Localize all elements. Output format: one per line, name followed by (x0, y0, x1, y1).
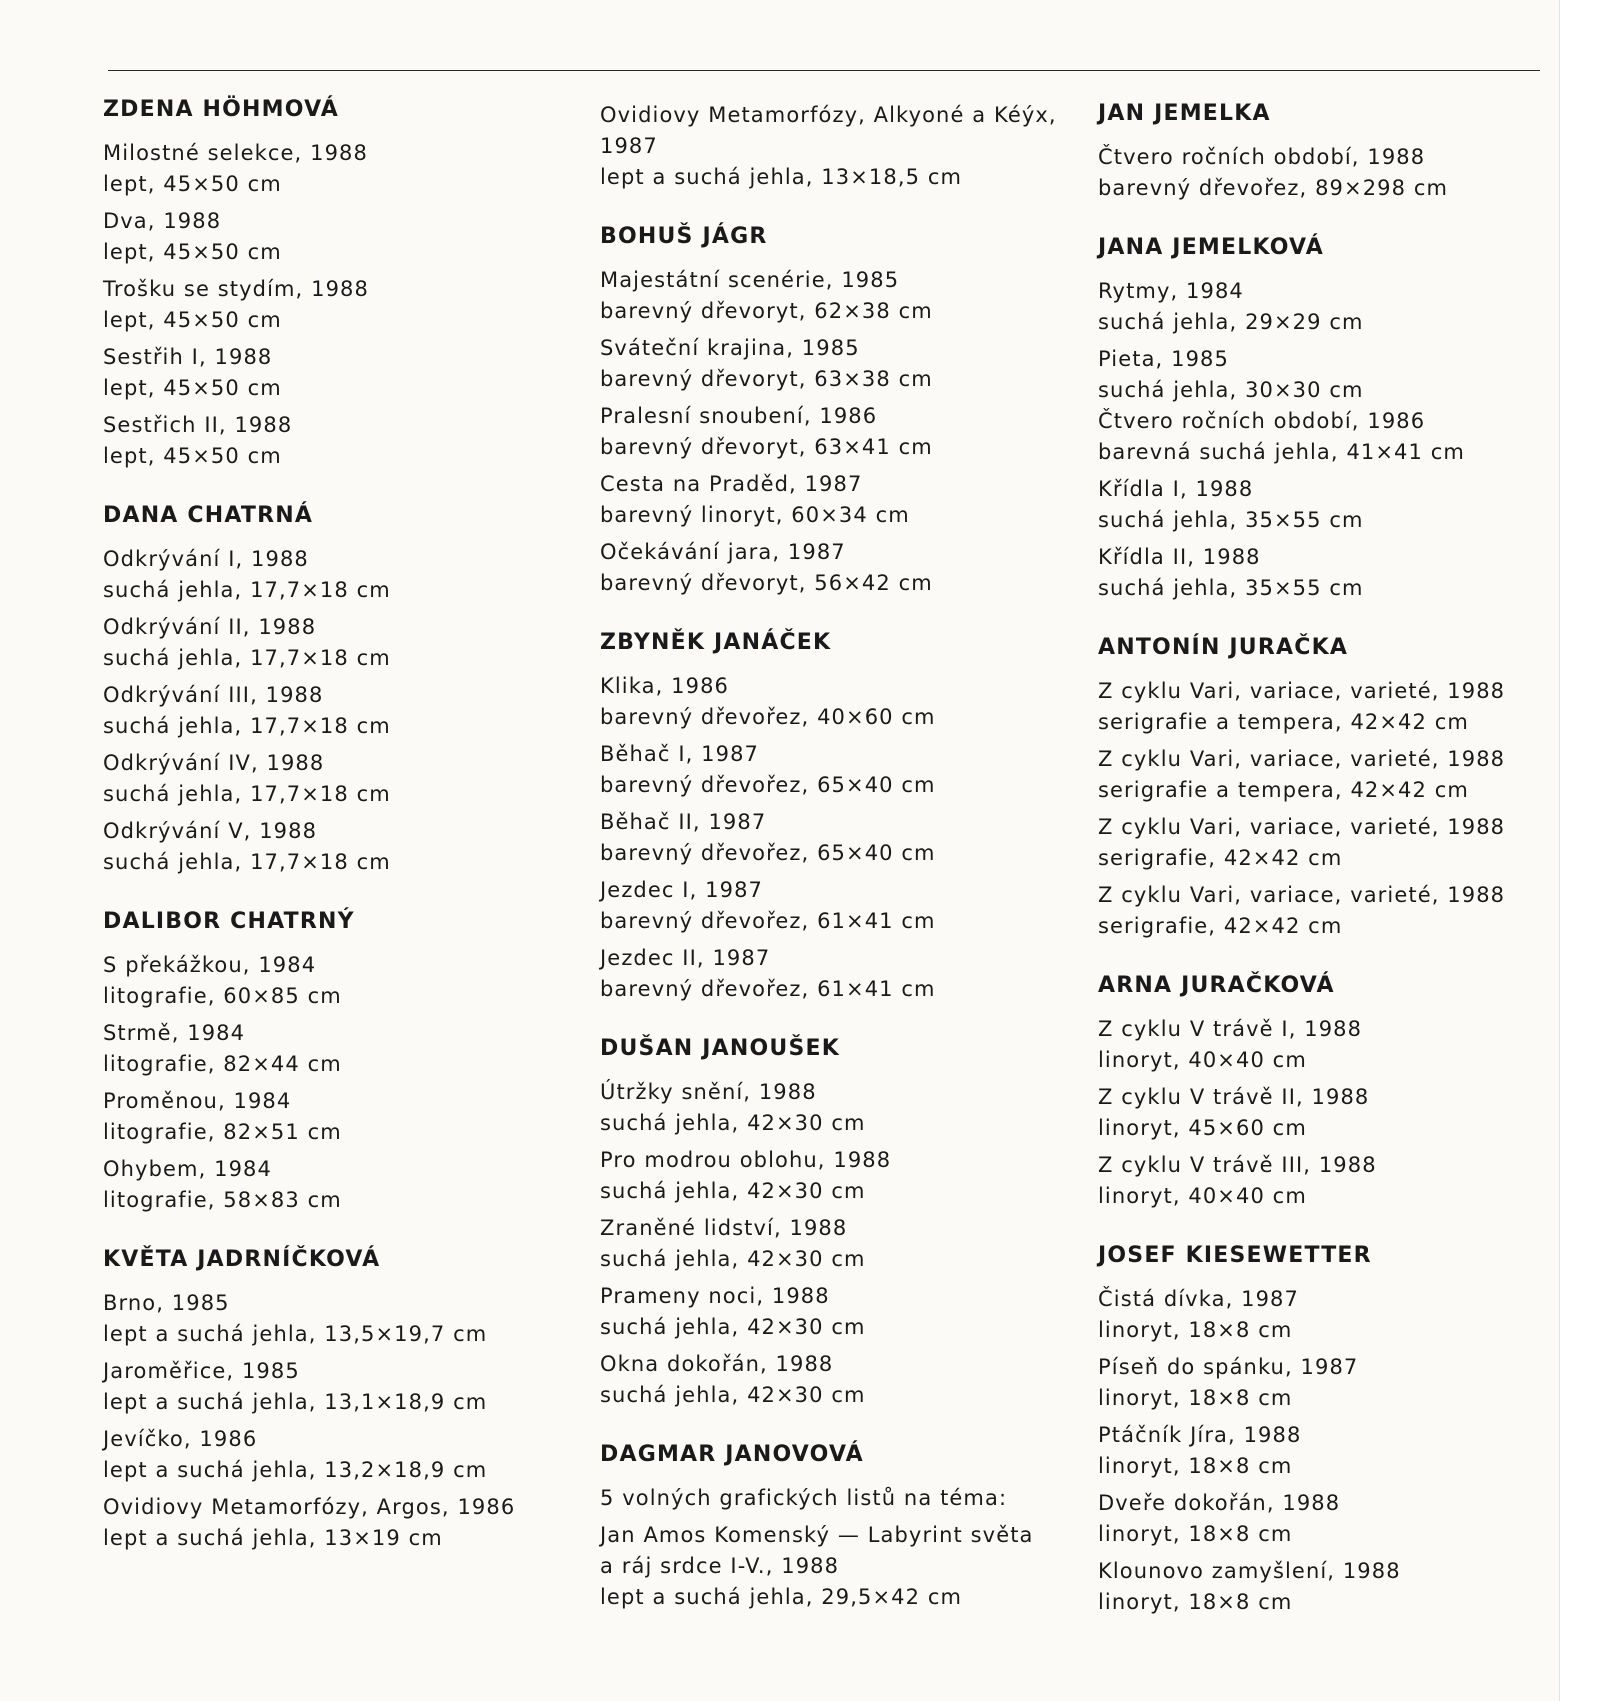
artwork-detail: suchá jehla, 42×30 cm (600, 1383, 866, 1407)
artwork-entry (103, 1154, 573, 1216)
artist-section (1098, 234, 1568, 604)
artwork-entry (103, 1288, 573, 1350)
artist-section (103, 1246, 573, 1554)
artwork-title: Odkrývání I, 1988 (103, 547, 309, 571)
artwork-entry (103, 1086, 573, 1148)
artwork-entry (1098, 344, 1568, 468)
artwork-entry (103, 1356, 573, 1418)
artwork-title: Křídla I, 1988 (1098, 477, 1254, 501)
artwork-title: Pro modrou oblohu, 1988 (600, 1148, 892, 1172)
artwork-detail: suchá jehla, 42×30 cm (600, 1179, 866, 1203)
artwork-title: Klika, 1986 (600, 674, 729, 698)
artwork-detail: barevný dřevořez, 65×40 cm (600, 841, 936, 865)
artwork-detail: linoryt, 45×60 cm (1098, 1116, 1307, 1140)
artwork-entry (600, 1483, 1070, 1514)
artwork-entry (1098, 1352, 1568, 1414)
artwork-title: Odkrývání III, 1988 (103, 683, 324, 707)
artwork-title: Milostné selekce, 1988 (103, 141, 368, 165)
artwork-detail: serigrafie a tempera, 42×42 cm (1098, 778, 1469, 802)
artwork-title: Z cyklu Vari, variace, varieté, 1988 (1098, 747, 1506, 771)
artwork-detail: lept a suchá jehla, 13×19 cm (103, 1526, 443, 1550)
artwork-entry (600, 1349, 1070, 1411)
artwork-entry (103, 544, 573, 606)
artwork-title: Pieta, 1985 (1098, 347, 1229, 371)
artwork-entry (600, 943, 1070, 1005)
artwork-entry (1098, 1284, 1568, 1346)
artwork-detail: a ráj srdce I-V., 1988 (600, 1554, 840, 1578)
artwork-detail: litografie, 60×85 cm (103, 984, 342, 1008)
artwork-detail: linoryt, 18×8 cm (1098, 1590, 1293, 1614)
artwork-title: Křídla II, 1988 (1098, 545, 1261, 569)
artwork-title: Z cyklu Vari, variace, varieté, 1988 (1098, 815, 1506, 839)
artwork-entry (1098, 1488, 1568, 1550)
artwork-entry (1098, 1082, 1568, 1144)
artwork-entry (600, 875, 1070, 937)
artwork-detail: litografie, 82×51 cm (103, 1120, 342, 1144)
artwork-entry (600, 671, 1070, 733)
artwork-title: Z cyklu V trávě I, 1988 (1098, 1017, 1363, 1041)
artist-section (103, 96, 573, 472)
artwork-title: Prameny noci, 1988 (600, 1284, 830, 1308)
artwork-title: Čistá dívka, 1987 (1098, 1287, 1299, 1311)
artwork-title: Brno, 1985 (103, 1291, 230, 1315)
artwork-title: Z cyklu Vari, variace, varieté, 1988 (1098, 679, 1506, 703)
artist-section (1098, 1242, 1568, 1618)
artist-name: JOSEF KIESEWETTER (1098, 1243, 1372, 1268)
artist-section (1098, 972, 1568, 1212)
artist-name: DANA CHATRNÁ (103, 503, 314, 528)
artwork-title: Běhač II, 1987 (600, 810, 767, 834)
artwork-title: Běhač I, 1987 (600, 742, 760, 766)
artwork-detail: linoryt, 40×40 cm (1098, 1048, 1307, 1072)
artwork-detail: linoryt, 18×8 cm (1098, 1318, 1293, 1342)
artist-section (103, 908, 573, 1216)
artwork-detail: suchá jehla, 35×55 cm (1098, 508, 1364, 532)
artwork-entry (600, 401, 1070, 463)
artwork-entry (600, 1520, 1070, 1613)
artwork-title: Zraněné lidství, 1988 (600, 1216, 848, 1240)
artwork-detail: linoryt, 18×8 cm (1098, 1522, 1293, 1546)
artwork-detail: barevná suchá jehla, 41×41 cm (1098, 440, 1465, 464)
artwork-entry (103, 680, 573, 742)
artist-name: DALIBOR CHATRNÝ (103, 909, 355, 934)
artwork-title: Píseň do spánku, 1987 (1098, 1355, 1359, 1379)
artwork-entry (103, 1492, 573, 1554)
artwork-entry (600, 537, 1070, 599)
artwork-detail: suchá jehla, 17,7×18 cm (103, 714, 391, 738)
artwork-title: Jevíčko, 1986 (103, 1427, 258, 1451)
artist-section (600, 1035, 1070, 1411)
artwork-entry (600, 1077, 1070, 1139)
artwork-title: Ohybem, 1984 (103, 1157, 272, 1181)
artwork-detail: lept a suchá jehla, 13,5×19,7 cm (103, 1322, 488, 1346)
artwork-entry (600, 739, 1070, 801)
artwork-detail: barevný dřevořez, 89×298 cm (1098, 176, 1449, 200)
artwork-detail: suchá jehla, 35×55 cm (1098, 576, 1364, 600)
artwork-entry (103, 1018, 573, 1080)
artwork-detail: barevný linoryt, 60×34 cm (600, 503, 910, 527)
artwork-title: Z cyklu V trávě II, 1988 (1098, 1085, 1370, 1109)
artist-section (103, 502, 573, 878)
artwork-title: Sestřih I, 1988 (103, 345, 273, 369)
artwork-title: Dva, 1988 (103, 209, 222, 233)
artwork-detail: barevný dřevořez, 61×41 cm (600, 977, 936, 1001)
top-rule (108, 70, 1540, 71)
artwork-title: Očekávání jara, 1987 (600, 540, 846, 564)
artwork-entry (600, 100, 1070, 193)
artwork-detail: lept, 45×50 cm (103, 444, 282, 468)
artwork-detail: linoryt, 40×40 cm (1098, 1184, 1307, 1208)
artwork-entry (1098, 474, 1568, 536)
artwork-entry (1098, 812, 1568, 874)
artwork-detail: serigrafie, 42×42 cm (1098, 846, 1343, 870)
artwork-title: Ovidiovy Metamorfózy, Alkyoné a Kéýx, (600, 103, 1057, 127)
artwork-entry (1098, 542, 1568, 604)
artwork-entry (103, 410, 573, 472)
artwork-entry (1098, 276, 1568, 338)
artwork-title: Majestátní scenérie, 1985 (600, 268, 900, 292)
artwork-title: Ovidiovy Metamorfózy, Argos, 1986 (103, 1495, 516, 1519)
artwork-detail: barevný dřevoryt, 63×38 cm (600, 367, 933, 391)
artwork-entry (1098, 676, 1568, 738)
artwork-detail: suchá jehla, 30×30 cm (1098, 378, 1364, 402)
artwork-entry (600, 1213, 1070, 1275)
artwork-entry (103, 1424, 573, 1486)
artwork-detail: suchá jehla, 29×29 cm (1098, 310, 1364, 334)
catalog-column-3 (1098, 100, 1568, 1648)
artwork-entry (1098, 1556, 1568, 1618)
artwork-detail: lept, 45×50 cm (103, 308, 282, 332)
artwork-title: Strmě, 1984 (103, 1021, 246, 1045)
artwork-title: Čtvero ročních období, 1988 (1098, 145, 1426, 169)
artist-section (1098, 634, 1568, 942)
artist-name: JAN JEMELKA (1098, 101, 1271, 126)
artwork-detail: suchá jehla, 42×30 cm (600, 1247, 866, 1271)
artwork-entry (103, 342, 573, 404)
artwork-title: Jaroměřice, 1985 (103, 1359, 300, 1383)
artwork-title: S překážkou, 1984 (103, 953, 317, 977)
artwork-entry (1098, 1420, 1568, 1482)
artist-name: DUŠAN JANOUŠEK (600, 1036, 840, 1061)
artwork-title: Odkrývání IV, 1988 (103, 751, 325, 775)
artwork-detail: lept, 45×50 cm (103, 240, 282, 264)
artwork-detail: lept a suchá jehla, 29,5×42 cm (600, 1585, 963, 1609)
artwork-title: Jezdec II, 1987 (600, 946, 771, 970)
artwork-detail: suchá jehla, 17,7×18 cm (103, 646, 391, 670)
artwork-entry (600, 265, 1070, 327)
artwork-detail: suchá jehla, 17,7×18 cm (103, 578, 391, 602)
artwork-detail: suchá jehla, 17,7×18 cm (103, 850, 391, 874)
artist-name: DAGMAR JANOVOVÁ (600, 1442, 864, 1467)
artwork-entry (1098, 1014, 1568, 1076)
artwork-detail: suchá jehla, 42×30 cm (600, 1111, 866, 1135)
artwork-entry (1098, 1150, 1568, 1212)
artwork-entry (103, 748, 573, 810)
artwork-title: Z cyklu Vari, variace, varieté, 1988 (1098, 883, 1506, 907)
artwork-title: Pralesní snoubení, 1986 (600, 404, 878, 428)
artwork-detail: linoryt, 18×8 cm (1098, 1454, 1293, 1478)
artwork-title: 5 volných grafických listů na téma: (600, 1486, 1008, 1510)
artwork-detail: barevný dřevoryt, 56×42 cm (600, 571, 933, 595)
artwork-title: Útržky snění, 1988 (600, 1080, 817, 1104)
artist-name: ANTONÍN JURAČKA (1098, 635, 1349, 660)
artwork-entry (103, 274, 573, 336)
artwork-title: Odkrývání V, 1988 (103, 819, 318, 843)
artwork-detail: litografie, 82×44 cm (103, 1052, 342, 1076)
artwork-detail: serigrafie a tempera, 42×42 cm (1098, 710, 1469, 734)
artwork-detail: lept a suchá jehla, 13,2×18,9 cm (103, 1458, 488, 1482)
artist-section (600, 1441, 1070, 1613)
artwork-entry (103, 816, 573, 878)
artwork-title: Cesta na Praděd, 1987 (600, 472, 863, 496)
artwork-entry (600, 333, 1070, 395)
artwork-title: Rytmy, 1984 (1098, 279, 1244, 303)
artwork-detail: 1987 (600, 134, 658, 158)
artwork-title: Sestřich II, 1988 (103, 413, 293, 437)
artist-name: KVĚTA JADRNÍČKOVÁ (103, 1247, 381, 1272)
artwork-entry (1098, 142, 1568, 204)
artwork-entry (600, 469, 1070, 531)
artwork-title: Klounovo zamyšlení, 1988 (1098, 1559, 1401, 1583)
artwork-detail: barevný dřevořez, 40×60 cm (600, 705, 936, 729)
artist-section (1098, 100, 1568, 204)
artwork-entry (600, 1281, 1070, 1343)
artwork-detail: lept a suchá jehla, 13×18,5 cm (600, 165, 963, 189)
artwork-detail: suchá jehla, 17,7×18 cm (103, 782, 391, 806)
artwork-title: Trošku se stydím, 1988 (103, 277, 369, 301)
artwork-detail: barevný dřevoryt, 63×41 cm (600, 435, 933, 459)
artwork-title: Dveře dokořán, 1988 (1098, 1491, 1341, 1515)
artwork-detail: serigrafie, 42×42 cm (1098, 914, 1343, 938)
artwork-entry (103, 138, 573, 200)
artist-name: BOHUŠ JÁGR (600, 224, 768, 249)
artwork-detail: Čtvero ročních období, 1986 (1098, 409, 1426, 433)
artwork-entry (103, 612, 573, 674)
artwork-detail: barevný dřevořez, 61×41 cm (600, 909, 936, 933)
artwork-title: Sváteční krajina, 1985 (600, 336, 860, 360)
catalog-column-1 (103, 96, 573, 1584)
artwork-detail: lept, 45×50 cm (103, 172, 282, 196)
artwork-title: Jezdec I, 1987 (600, 878, 763, 902)
artwork-detail: suchá jehla, 42×30 cm (600, 1315, 866, 1339)
artist-section (600, 629, 1070, 1005)
artwork-detail: lept a suchá jehla, 13,1×18,9 cm (103, 1390, 488, 1414)
artwork-title: Proměnou, 1984 (103, 1089, 292, 1113)
artwork-title: Okna dokořán, 1988 (600, 1352, 834, 1376)
artwork-title: Z cyklu V trávě III, 1988 (1098, 1153, 1377, 1177)
artist-section (600, 223, 1070, 599)
artwork-title: Ptáčník Jíra, 1988 (1098, 1423, 1302, 1447)
artist-name: JANA JEMELKOVÁ (1098, 235, 1324, 260)
artist-section (600, 100, 1070, 193)
artwork-title: Odkrývání II, 1988 (103, 615, 317, 639)
artist-name: ZBYNĚK JANÁČEK (600, 630, 832, 655)
artist-name: ZDENA HÖHMOVÁ (103, 97, 340, 122)
catalog-column-2 (600, 100, 1070, 1643)
artwork-detail: litografie, 58×83 cm (103, 1188, 342, 1212)
artwork-detail: linoryt, 18×8 cm (1098, 1386, 1293, 1410)
artwork-entry (103, 950, 573, 1012)
artwork-detail: barevný dřevoryt, 62×38 cm (600, 299, 933, 323)
artwork-entry (103, 206, 573, 268)
artwork-detail: barevný dřevořez, 65×40 cm (600, 773, 936, 797)
artwork-entry (1098, 744, 1568, 806)
artwork-entry (600, 807, 1070, 869)
artwork-title: Jan Amos Komenský — Labyrint světa (600, 1523, 1034, 1547)
artwork-entry (600, 1145, 1070, 1207)
artwork-detail: lept, 45×50 cm (103, 376, 282, 400)
artist-name: ARNA JURAČKOVÁ (1098, 973, 1335, 998)
artwork-entry (1098, 880, 1568, 942)
